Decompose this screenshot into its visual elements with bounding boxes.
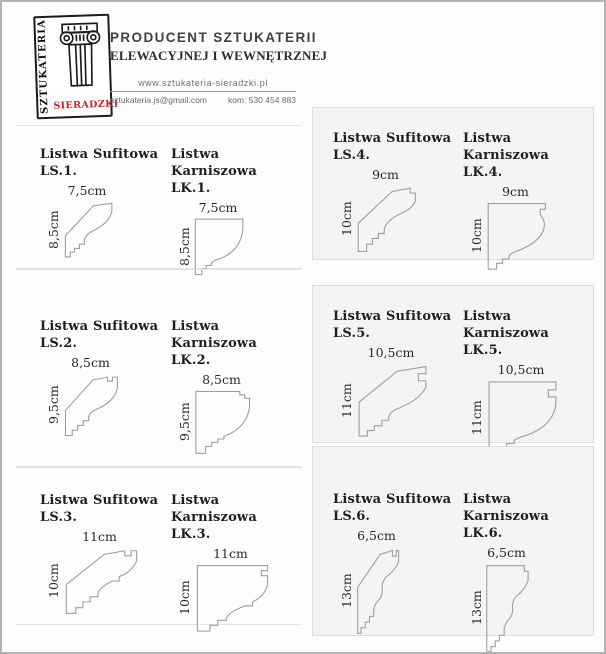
profile-outline: [65, 203, 111, 257]
item-type-label: Listwa Karniszowa: [171, 319, 257, 351]
molding-profile-drawing: [353, 183, 418, 255]
item-code: LK.2.: [171, 353, 211, 368]
item-type-label: Listwa Sufitowa: [333, 131, 452, 146]
profile-figure: [177, 200, 245, 277]
width-dimension-label: 10,5cm: [497, 362, 545, 377]
product-item: [463, 130, 593, 259]
product-item: [40, 146, 171, 268]
profile-outline: [197, 566, 267, 632]
product-item: [333, 308, 463, 442]
phone-text: kom: 530 454 883: [227, 95, 296, 105]
height-dimension-label: 8,5cm: [177, 227, 192, 266]
item-code: LK.5.: [463, 343, 503, 358]
profile-outline: [487, 566, 528, 652]
profile-figure: [177, 546, 270, 634]
profile-outline: [66, 551, 136, 614]
width-dimension-label: 7,5cm: [67, 183, 107, 198]
item-code: LK.1.: [171, 181, 211, 196]
item-type-label: Listwa Karniszowa: [171, 493, 257, 525]
height-dimension-label: 10cm: [339, 201, 354, 237]
molding-profile-drawing: [353, 544, 400, 638]
profile-outline: [489, 382, 556, 454]
item-type-label: Listwa Sufitowa: [40, 147, 159, 162]
profile-figure: [339, 167, 418, 255]
panel-right-row3: [312, 446, 594, 636]
item-title: [333, 491, 451, 525]
height-dimension-label: 11cm: [469, 400, 484, 435]
item-title: [333, 308, 451, 342]
width-dimension-label: 6,5cm: [487, 545, 526, 560]
height-dimension-label: 10cm: [46, 563, 61, 599]
width-dimension-label: 6,5cm: [357, 528, 396, 543]
item-type-label: Listwa Karniszowa: [171, 147, 257, 179]
product-item: [463, 491, 593, 635]
product-item: [463, 308, 593, 442]
width-dimension-label: 9cm: [372, 167, 399, 182]
item-title: [463, 491, 593, 542]
header-divider: [110, 91, 296, 92]
item-code: LK.6.: [463, 526, 503, 541]
item-code: LS.2.: [40, 336, 78, 351]
item-title: [40, 146, 158, 180]
email-text: sztukateria.js@gmail.com: [110, 95, 207, 105]
width-dimension-label: 7,5cm: [198, 200, 238, 215]
profile-figure: [339, 528, 400, 638]
item-code: LS.6.: [333, 509, 371, 524]
height-dimension-label: 11cm: [339, 383, 354, 418]
product-item: [171, 318, 302, 466]
profile-outline: [195, 219, 243, 275]
molding-profile-drawing: [483, 200, 548, 272]
profile-figure: [177, 372, 252, 456]
height-dimension-label: 9,5cm: [177, 402, 192, 442]
product-item: [333, 130, 463, 259]
panel-left-row2: [16, 269, 302, 467]
width-dimension-label: 10,5cm: [367, 345, 415, 360]
profile-figure: [469, 545, 530, 654]
width-dimension-label: 8,5cm: [71, 355, 110, 370]
product-item: [333, 491, 463, 635]
width-dimension-label: 11cm: [213, 546, 248, 561]
product-item: [40, 492, 171, 624]
molding-profile-drawing: [353, 361, 429, 440]
molding-profile-drawing: [60, 545, 139, 617]
height-dimension-label: 8,5cm: [46, 210, 61, 249]
height-dimension-label: 9,5cm: [46, 385, 61, 425]
item-title: [40, 318, 158, 352]
item-title: [463, 308, 593, 359]
height-dimension-label: 13cm: [469, 590, 484, 626]
profile-figure: [46, 183, 114, 260]
item-type-label: Listwa Karniszowa: [463, 309, 549, 341]
panel-right-row2: [312, 285, 594, 443]
molding-profile-drawing: [483, 561, 530, 654]
molding-profile-drawing: [60, 371, 121, 439]
profile-figure: [46, 529, 139, 617]
profile-outline: [358, 188, 415, 251]
header-subtitle: ELEWACYJNEJ I WEWNĘTRZNEJ: [110, 48, 328, 63]
item-type-label: Listwa Sufitowa: [333, 492, 452, 507]
profile-figure: [469, 362, 559, 457]
product-item: [171, 146, 302, 268]
item-type-label: Listwa Karniszowa: [463, 492, 549, 524]
profile-outline: [359, 367, 426, 437]
header-title: PRODUCENT SZTUKATERII: [110, 30, 317, 45]
company-logo: [33, 14, 119, 120]
item-title: [171, 146, 302, 197]
profile-figure: [469, 184, 548, 272]
molding-profile-drawing: [191, 388, 252, 456]
item-title: [463, 130, 593, 181]
panel-left-row3: [16, 467, 302, 625]
molding-profile-drawing: [60, 199, 114, 260]
profile-outline: [196, 391, 250, 453]
item-type-label: Listwa Sufitowa: [40, 493, 159, 508]
panel-left-row1: [16, 125, 302, 269]
website-url: www.sztukateria-sieradzki.pl: [138, 78, 268, 88]
profile-outline: [65, 377, 117, 435]
height-dimension-label: 10cm: [469, 218, 484, 254]
item-title: [40, 492, 158, 526]
item-code: LS.4.: [333, 148, 371, 163]
item-code: LK.4.: [463, 165, 503, 180]
width-dimension-label: 11cm: [82, 529, 117, 544]
product-item: [171, 492, 302, 624]
panel-right-row1: [312, 107, 594, 260]
item-type-label: Listwa Sufitowa: [333, 309, 452, 324]
profile-outline: [358, 551, 399, 634]
item-code: LS.3.: [40, 510, 78, 525]
logo-name-text: SIERADZKI: [53, 98, 119, 112]
item-title: [333, 130, 451, 164]
profile-figure: [46, 355, 121, 439]
item-type-label: Listwa Sufitowa: [40, 319, 159, 334]
width-dimension-label: 9cm: [502, 184, 529, 199]
molding-profile-drawing: [191, 562, 270, 634]
profile-outline: [488, 204, 545, 270]
header: [110, 30, 328, 105]
item-type-label: Listwa Karniszowa: [463, 131, 549, 163]
logo-vertical-text: SZTUKATERIA: [36, 18, 51, 115]
ionic-column-icon: [55, 19, 106, 95]
item-title: [171, 492, 302, 543]
product-item: [40, 318, 171, 466]
item-code: LS.5.: [333, 326, 371, 341]
height-dimension-label: 13cm: [339, 573, 354, 609]
molding-profile-drawing: [191, 216, 245, 277]
profile-figure: [339, 345, 429, 440]
item-code: LK.3.: [171, 527, 211, 542]
width-dimension-label: 8,5cm: [202, 372, 241, 387]
item-title: [171, 318, 302, 369]
item-code: LS.1.: [40, 164, 78, 179]
height-dimension-label: 10cm: [177, 580, 192, 616]
